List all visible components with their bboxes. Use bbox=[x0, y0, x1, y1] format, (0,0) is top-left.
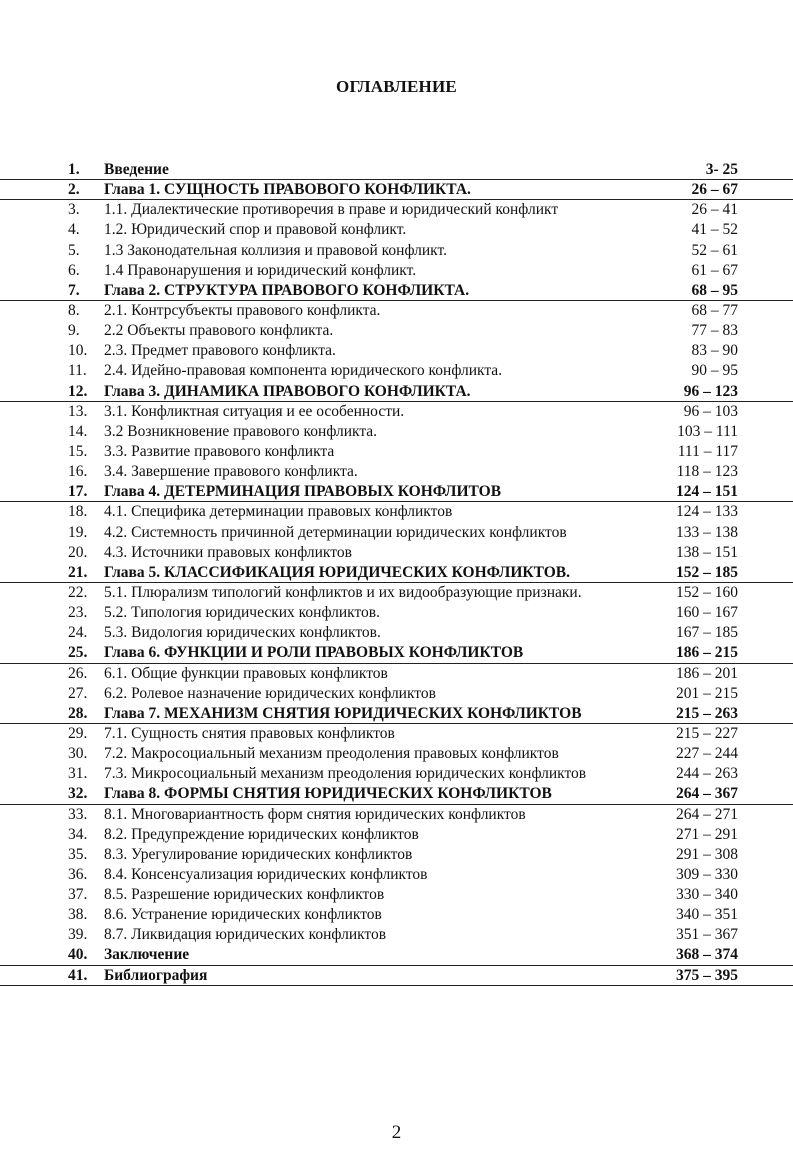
toc-entry-number: 14. bbox=[68, 422, 88, 440]
toc-entry-pages: 291 – 308 bbox=[676, 845, 738, 863]
toc-entry-number: 38. bbox=[68, 906, 88, 924]
toc-entry-title: 8.2. Предупреждение юридических конфликтов bbox=[104, 825, 419, 843]
toc-entry-pages: 118 – 123 bbox=[676, 463, 738, 481]
toc-entry-number: 11. bbox=[68, 362, 87, 380]
toc-entry-pages: 215 – 263 bbox=[676, 704, 738, 722]
toc-section-row bbox=[0, 220, 793, 240]
toc-entry-number: 31. bbox=[68, 765, 88, 783]
toc-entry-pages: 68 – 77 bbox=[691, 301, 738, 319]
toc-entry-title: Глава 6. ФУНКЦИИ И РОЛИ ПРАВОВЫХ КОНФЛИКТОВ bbox=[104, 644, 524, 662]
toc-chapter-row bbox=[0, 180, 793, 200]
toc-entry-pages: 90 – 95 bbox=[691, 362, 738, 380]
toc-entry-pages: 186 – 215 bbox=[676, 644, 738, 662]
page-title: ОГЛАВЛЕНИЕ bbox=[336, 77, 457, 96]
toc-section-row bbox=[0, 865, 793, 885]
toc-entry-title: Глава 2. СТРУКТУРА ПРАВОВОГО КОНФЛИКТА. bbox=[104, 281, 470, 299]
toc-section-row bbox=[0, 885, 793, 905]
toc-chapter-row bbox=[0, 966, 793, 986]
toc-entry-title: 5.2. Типология юридических конфликтов. bbox=[104, 604, 380, 622]
toc-entry-pages: 83 – 90 bbox=[691, 342, 738, 360]
toc-entry-number: 4. bbox=[68, 221, 80, 239]
toc-entry-title: 6.1. Общие функции правовых конфликтов bbox=[104, 664, 388, 682]
toc-entry-pages: 186 – 201 bbox=[676, 664, 738, 682]
toc-entry-number: 17. bbox=[68, 483, 88, 501]
toc-entry-pages: 330 – 340 bbox=[676, 886, 738, 904]
toc-entry-pages: 152 – 160 bbox=[676, 583, 738, 601]
toc-entry-pages: 133 – 138 bbox=[676, 523, 738, 541]
toc-entry-pages: 368 – 374 bbox=[676, 946, 738, 964]
toc-entry-number: 13. bbox=[68, 402, 88, 420]
toc-section-row bbox=[0, 200, 793, 220]
toc-entry-number: 26. bbox=[68, 664, 88, 682]
toc-entry-number: 20. bbox=[68, 543, 88, 561]
page-number: 2 bbox=[391, 1122, 402, 1143]
toc-entry-title: Заключение bbox=[104, 946, 190, 964]
toc-entry-pages: 215 – 227 bbox=[676, 724, 738, 742]
toc-section-row bbox=[0, 805, 793, 825]
toc-entry-number: 10. bbox=[68, 342, 88, 360]
toc-entry-number: 35. bbox=[68, 845, 88, 863]
toc-entry-number: 7. bbox=[68, 281, 80, 299]
toc-entry-title: Глава 3. ДИНАМИКА ПРАВОВОГО КОНФЛИКТА. bbox=[104, 382, 471, 400]
toc-entry-pages: 271 – 291 bbox=[676, 825, 738, 843]
toc-entry-pages: 264 – 367 bbox=[676, 785, 738, 803]
toc-entry-pages: 351 – 367 bbox=[676, 926, 738, 944]
toc-entry-pages: 96 – 103 bbox=[683, 402, 738, 420]
toc-entry-title: Библиография bbox=[104, 966, 208, 984]
toc-entry-number: 21. bbox=[68, 563, 88, 581]
toc-entry-number: 15. bbox=[68, 442, 88, 460]
toc-section-row bbox=[0, 502, 793, 522]
toc-entry-title: 4.3. Источники правовых конфликтов bbox=[104, 543, 352, 561]
toc-entry-pages: 41 – 52 bbox=[691, 221, 738, 239]
toc-entry-pages: 103 – 111 bbox=[677, 422, 738, 440]
toc-entry-title: 8.5. Разрешение юридических конфликтов bbox=[104, 886, 385, 904]
toc-entry-number: 41. bbox=[68, 966, 88, 984]
toc-entry-title: 3.2 Возникновение правового конфликта. bbox=[104, 422, 378, 440]
toc-section-row bbox=[0, 241, 793, 261]
toc-entry-pages: 124 – 133 bbox=[676, 503, 738, 521]
toc-entry-title: 8.7. Ликвидация юридических конфликтов bbox=[104, 926, 387, 944]
toc-entry-title: Глава 1. СУЩНОСТЬ ПРАВОВОГО КОНФЛИКТА. bbox=[104, 181, 471, 199]
toc-section-row bbox=[0, 301, 793, 321]
toc-entry-title: 2.2 Объекты правового конфликта. bbox=[104, 322, 334, 340]
toc-entry-number: 30. bbox=[68, 745, 88, 763]
toc-entry-number: 24. bbox=[68, 624, 88, 642]
toc-section-row bbox=[0, 724, 793, 744]
toc-section-row bbox=[0, 341, 793, 361]
toc-chapter-row bbox=[0, 160, 793, 180]
toc-entry-pages: 96 – 123 bbox=[683, 382, 738, 400]
toc-section-row bbox=[0, 462, 793, 482]
toc-entry-title: 2.3. Предмет правового конфликта. bbox=[104, 342, 336, 360]
toc-entry-number: 5. bbox=[68, 241, 80, 259]
toc-section-row bbox=[0, 623, 793, 643]
toc-entry-number: 29. bbox=[68, 724, 88, 742]
toc-entry-pages: 167 – 185 bbox=[676, 624, 738, 642]
toc-entry-title: 2.4. Идейно-правовая компонента юридического конфликта. bbox=[104, 362, 503, 380]
toc-entry-title: 8.4. Консенсуализация юридических конфликтов bbox=[104, 865, 428, 883]
toc-chapter-row bbox=[0, 643, 793, 663]
toc-entry-pages: 124 – 151 bbox=[676, 483, 738, 501]
toc-section-row bbox=[0, 321, 793, 341]
toc-section-row bbox=[0, 603, 793, 623]
toc-entry-pages: 26 – 41 bbox=[691, 201, 738, 219]
toc-entry-title: 4.2. Системность причинной детерминации юридических конфликтов bbox=[104, 523, 567, 541]
toc-chapter-row bbox=[0, 563, 793, 583]
toc-entry-title: Глава 7. МЕХАНИЗМ СНЯТИЯ ЮРИДИЧЕСКИХ КОНФЛИКТОВ bbox=[104, 704, 582, 722]
toc-section-row bbox=[0, 684, 793, 704]
toc-section-row bbox=[0, 543, 793, 563]
toc-section-row bbox=[0, 825, 793, 845]
toc-entry-pages: 138 – 151 bbox=[676, 543, 738, 561]
toc-entry-title: 8.3. Урегулирование юридических конфликтов bbox=[104, 845, 413, 863]
toc-section-row bbox=[0, 845, 793, 865]
toc-entry-title: Глава 8. ФОРМЫ СНЯТИЯ ЮРИДИЧЕСКИХ КОНФЛИКТОВ bbox=[104, 785, 552, 803]
toc-entry-title: 8.1. Многовариантность форм снятия юридических конфликтов bbox=[104, 805, 526, 823]
toc-section-row bbox=[0, 402, 793, 422]
toc-entry-number: 23. bbox=[68, 604, 88, 622]
toc-entry-title: 1.4 Правонарушения и юридический конфликт. bbox=[104, 261, 417, 279]
toc-section-row bbox=[0, 261, 793, 281]
toc-entry-pages: 201 – 215 bbox=[676, 684, 738, 702]
toc-entry-title: 7.2. Макросоциальный механизм преодоления правовых конфликтов bbox=[104, 745, 559, 763]
toc-entry-number: 18. bbox=[68, 503, 88, 521]
toc-entry-pages: 3- 25 bbox=[705, 161, 738, 178]
toc-section-row bbox=[0, 744, 793, 764]
toc-entry-title: 7.3. Микросоциальный механизм преодоления юридических конфликтов bbox=[104, 765, 587, 783]
toc-entry-title: 7.1. Сущность снятия правовых конфликтов bbox=[104, 724, 395, 742]
toc-entry-title: 5.1. Плюрализм типологий конфликтов и их видообразующие признаки. bbox=[104, 583, 582, 601]
toc-chapter-row bbox=[0, 281, 793, 301]
toc-entry-number: 27. bbox=[68, 684, 88, 702]
toc-entry-title: 3.4. Завершение правового конфликта. bbox=[104, 463, 358, 481]
toc-section-row bbox=[0, 905, 793, 925]
toc-entry-number: 32. bbox=[68, 785, 88, 803]
toc-entry-title: 5.3. Видология юридических конфликтов. bbox=[104, 624, 381, 642]
toc-entry-title: 2.1. Контрсубъекты правового конфликта. bbox=[104, 301, 381, 319]
toc-chapter-row bbox=[0, 945, 793, 965]
toc-chapter-row bbox=[0, 704, 793, 724]
toc-entry-number: 6. bbox=[68, 261, 80, 279]
toc-entry-pages: 61 – 67 bbox=[691, 261, 738, 279]
toc-entry-title: Глава 5. КЛАССИФИКАЦИЯ ЮРИДИЧЕСКИХ КОНФЛИКТОВ. bbox=[104, 563, 571, 581]
toc-entry-number: 34. bbox=[68, 825, 88, 843]
toc-entry-pages: 309 – 330 bbox=[676, 865, 738, 883]
toc-entry-number: 33. bbox=[68, 805, 88, 823]
toc-entry-pages: 152 – 185 bbox=[676, 563, 738, 581]
toc-section-row bbox=[0, 764, 793, 784]
toc-entry-title: 1.3 Законодательная коллизия и правовой конфликт. bbox=[104, 241, 447, 259]
toc-section-row bbox=[0, 361, 793, 381]
toc-entry-title: 4.1. Специфика детерминации правовых конфликтов bbox=[104, 503, 453, 521]
toc-entry-pages: 77 – 83 bbox=[691, 322, 738, 340]
toc-section-row bbox=[0, 523, 793, 543]
toc-entry-title: Введение bbox=[104, 161, 169, 178]
toc-entry-pages: 160 – 167 bbox=[676, 604, 738, 622]
toc-entry-pages: 26 – 67 bbox=[691, 181, 738, 199]
toc-entry-title: Глава 4. ДЕТЕРМИНАЦИЯ ПРАВОВЫХ КОНФЛИТОВ bbox=[104, 483, 502, 501]
toc-entry-title: 1.1. Диалектические противоречия в праве и юридический конфликт bbox=[104, 201, 559, 219]
toc-chapter-row bbox=[0, 482, 793, 502]
toc-entry-pages: 68 – 95 bbox=[691, 281, 738, 299]
toc-entry-number: 2. bbox=[68, 181, 80, 199]
toc-section-row bbox=[0, 422, 793, 442]
toc-section-row bbox=[0, 925, 793, 945]
toc-chapter-row bbox=[0, 382, 793, 402]
toc-entry-number: 36. bbox=[68, 865, 88, 883]
toc-entry-number: 25. bbox=[68, 644, 88, 662]
toc-section-row bbox=[0, 583, 793, 603]
toc-entry-pages: 52 – 61 bbox=[691, 241, 738, 259]
toc-entry-title: 6.2. Ролевое назначение юридических конфликтов bbox=[104, 684, 436, 702]
toc-entry-title: 8.6. Устранение юридических конфликтов bbox=[104, 906, 382, 924]
toc-entry-number: 28. bbox=[68, 704, 88, 722]
toc-entry-number: 12. bbox=[68, 382, 88, 400]
toc-entry-number: 8. bbox=[68, 301, 80, 319]
toc-entry-pages: 340 – 351 bbox=[676, 906, 738, 924]
toc-entry-title: 3.1. Конфликтная ситуация и ее особенности. bbox=[104, 402, 405, 420]
toc-entry-number: 16. bbox=[68, 463, 88, 481]
toc-entry-pages: 264 – 271 bbox=[676, 805, 738, 823]
toc-chapter-row bbox=[0, 784, 793, 804]
toc-entry-pages: 244 – 263 bbox=[676, 765, 738, 783]
toc-entry-number: 40. bbox=[68, 946, 88, 964]
toc-entry-pages: 227 – 244 bbox=[676, 745, 738, 763]
toc-section-row bbox=[0, 442, 793, 462]
toc-entry-number: 3. bbox=[68, 201, 80, 219]
toc-entry-number: 39. bbox=[68, 926, 88, 944]
table-of-contents bbox=[0, 160, 793, 986]
toc-section-row bbox=[0, 664, 793, 684]
toc-entry-title: 1.2. Юридический спор и правовой конфликт. bbox=[104, 221, 407, 239]
toc-entry-pages: 111 – 117 bbox=[677, 442, 738, 460]
toc-entry-number: 9. bbox=[68, 322, 80, 340]
toc-entry-title: 3.3. Развитие правового конфликта bbox=[104, 442, 335, 460]
toc-entry-number: 1. bbox=[68, 161, 80, 178]
toc-entry-number: 22. bbox=[68, 583, 88, 601]
toc-entry-number: 19. bbox=[68, 523, 88, 541]
toc-entry-pages: 375 – 395 bbox=[676, 966, 738, 984]
toc-entry-number: 37. bbox=[68, 886, 88, 904]
